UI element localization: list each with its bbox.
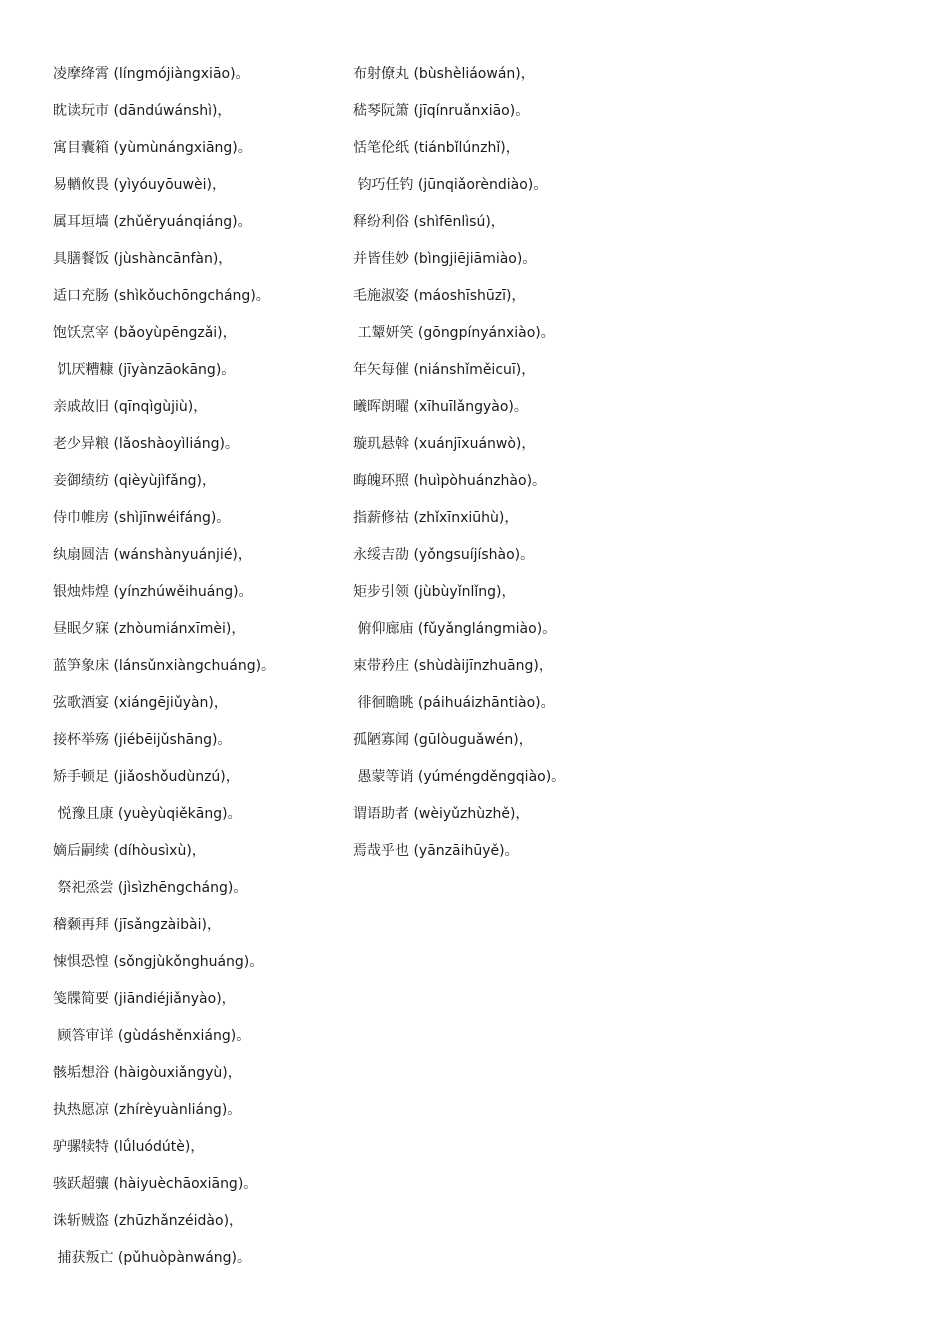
verse-line: 并皆佳妙 (bìngjiējiāmiào)。 (353, 251, 537, 267)
verse-line: 束带矜庄 (shùdàijīnzhuāng)， (353, 658, 553, 674)
verse-line: 愚蒙等诮 (yúméngděngqiào)。 (353, 769, 566, 785)
verse-line: 徘徊瞻眺 (páihuáizhāntiào)。 (353, 695, 555, 711)
verse-line: 曦晖朗曜 (xīhuīlǎngyào)。 (353, 399, 528, 415)
verse-line: 蓝笋象床 (lánsǔnxiàngchuáng)。 (53, 658, 276, 674)
verse-line: 妾御绩纺 (qièyùjìfǎng)， (53, 473, 216, 489)
verse-line: 骇跃超骧 (hàiyuèchāoxiāng)。 (53, 1176, 258, 1192)
verse-line: 弦歌酒宴 (xiángējiǔyàn)， (53, 695, 228, 711)
verse-line: 谓语助者 (wèiyǔzhùzhě)， (353, 806, 530, 822)
verse-line: 执热愿凉 (zhírèyuànliáng)。 (53, 1102, 242, 1118)
verse-line: 饥厌糟糠 (jīyànzāokāng)。 (53, 362, 236, 378)
verse-line: 嫡后嗣续 (díhòusìxù)， (53, 843, 206, 859)
verse-line: 焉哉乎也 (yānzāihūyě)。 (353, 843, 519, 859)
verse-line: 璇玑悬斡 (xuánjīxuánwò)， (353, 436, 536, 452)
verse-line: 俯仰廊庙 (fǔyǎnglángmiào)。 (353, 621, 557, 637)
verse-line: 笺牒简要 (jiāndiéjiǎnyào)， (53, 991, 236, 1007)
verse-line: 适口充肠 (shìkǒuchōngcháng)。 (53, 288, 270, 304)
verse-line: 矩步引领 (jùbùyǐnlǐng)， (353, 584, 516, 600)
verse-line: 钧巧任钓 (jūnqiǎorèndiào)。 (353, 177, 548, 193)
verse-line: 纨扇圆洁 (wánshànyuánjié)， (53, 547, 252, 563)
verse-line: 悚惧恐惶 (sǒngjùkǒnghuáng)。 (53, 954, 264, 970)
verse-line: 稽颡再拜 (jīsǎngzàibài)， (53, 917, 221, 933)
verse-line: 驴骡犊特 (lǘluódútè)， (53, 1139, 205, 1155)
verse-line: 接杯举殇 (jiébēijǔshāng)。 (53, 732, 232, 748)
verse-line: 嵇琴阮箫 (jīqínruǎnxiāo)。 (353, 103, 530, 119)
verse-line: 捕获叛亡 (pǔhuòpànwáng)。 (53, 1250, 252, 1266)
verse-line: 晦魄环照 (huìpòhuánzhào)。 (353, 473, 547, 489)
verse-line: 悦豫且康 (yuèyùqiěkāng)。 (53, 806, 242, 822)
verse-line: 永绥吉劭 (yǒngsuíjíshào)。 (353, 547, 535, 563)
verse-line: 指薪修祜 (zhǐxīnxiūhù)， (353, 510, 519, 526)
verse-line: 布射僚丸 (bùshèliáowán)， (353, 66, 535, 82)
verse-line: 毛施淑姿 (máoshīshūzī)， (353, 288, 526, 304)
verse-line: 眈读玩市 (dāndúwánshì)， (53, 103, 232, 119)
verse-line: 侍巾帷房 (shìjīnwéifáng)。 (53, 510, 231, 526)
verse-line: 老少异粮 (lǎoshàoyìliáng)。 (53, 436, 240, 452)
verse-line: 工颦妍笑 (gōngpínyánxiào)。 (353, 325, 555, 341)
verse-line: 诛斩贼盗 (zhūzhǎnzéidào)， (53, 1213, 244, 1229)
right-text-column (353, 56, 643, 870)
verse-line: 祭祀烝尝 (jìsìzhēngcháng)。 (53, 880, 248, 896)
verse-line: 孤陋寡闻 (gūlòuguǎwén)， (353, 732, 533, 748)
verse-line: 银烛炜煌 (yínzhúwěihuáng)。 (53, 584, 253, 600)
verse-line: 顾答审详 (gùdáshěnxiáng)。 (53, 1028, 251, 1044)
verse-line: 骸垢想浴 (hàigòuxiǎngyù)， (53, 1065, 242, 1081)
verse-line: 具膳餐饭 (jùshàncānfàn)， (53, 251, 233, 267)
verse-line: 恬笔伦纸 (tiánbǐlúnzhǐ)， (353, 140, 520, 156)
verse-line: 矫手顿足 (jiǎoshǒudùnzú)， (53, 769, 240, 785)
verse-line: 易輶攸畏 (yìyóuyōuwèi)， (53, 177, 226, 193)
verse-line: 寓目囊箱 (yùmùnángxiāng)。 (53, 140, 252, 156)
left-text-column (53, 56, 343, 1277)
verse-line: 年矢每催 (niánshǐměicuī)， (353, 362, 536, 378)
verse-line: 凌摩绛霄 (língmójiàngxiāo)。 (53, 66, 250, 82)
verse-line: 释纷利俗 (shìfēnlìsú)， (353, 214, 505, 230)
verse-line: 属耳垣墙 (zhǔěryuánqiáng)。 (53, 214, 252, 230)
verse-line: 亲戚故旧 (qīnqìgùjiù)， (53, 399, 208, 415)
verse-line: 饱饫烹宰 (bǎoyùpēngzǎi)， (53, 325, 237, 341)
verse-line: 昼眠夕寐 (zhòumiánxīmèi)， (53, 621, 246, 637)
